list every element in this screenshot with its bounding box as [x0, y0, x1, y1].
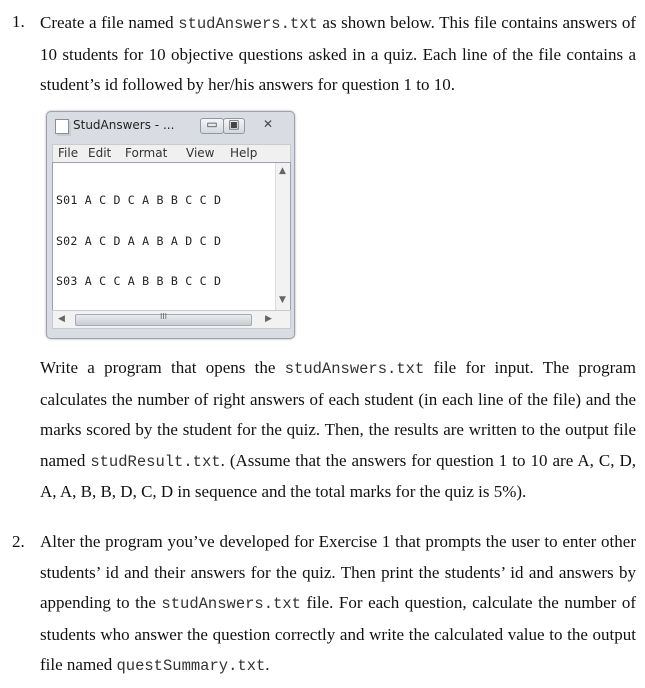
window-title: StudAnswers - ... [73, 118, 175, 132]
exercise-1-part2-text-b: file for input. The program calculates the number of right answers of each student (in each line of the file) and the marks scored by the student for the quiz. Then, the results are written to the output file named [40, 358, 636, 470]
exercise-1-part2-text-c: . (Assume that the answers for question 1 to 10 are A, C, D, A, A, B, B, D, C, D in sequence and the total marks for the quiz is 5%). [40, 450, 636, 502]
notepad-icon [55, 119, 69, 134]
exercise-2-text-a: Alter the program you’ve developed for Exercise 1 that prompts the user to enter other students’ id and their answers for the quiz. Then print the students’ id and answers by appending to the [40, 532, 636, 613]
filename-stud-result: studResult.txt [90, 452, 221, 471]
filename-stud-answers: studAnswers.txt [161, 595, 301, 614]
notepad-window [46, 111, 295, 339]
minimize-button[interactable] [200, 118, 224, 134]
minimize-icon: ▭ [206, 117, 218, 131]
close-button[interactable] [252, 118, 284, 134]
exercise-1-text-b: as shown below. This file contains answers of 10 students for 10 objective questions asked in a quiz. Each line of the file contains a student’s id followed by her/his answers for question 1 to 10. [40, 13, 637, 95]
exercise-1-intro [40, 8, 636, 101]
horizontal-scrollbar[interactable] [52, 310, 291, 329]
exercise-2-text [40, 527, 636, 682]
menu-format[interactable]: Format [125, 146, 168, 160]
menu-bar [52, 144, 291, 163]
scroll-thumb[interactable] [75, 314, 252, 326]
exercise-2-text-b: file. For each question, calculate the number of students who answer the question correctly and write the calculated value to the output file named [40, 593, 636, 675]
scroll-up-icon[interactable]: ▲ [279, 166, 286, 176]
scroll-right-icon[interactable]: ▶ [265, 314, 272, 324]
vertical-scrollbar[interactable] [275, 163, 290, 310]
file-line: S02 A C D A A B A D C D [56, 233, 222, 248]
exercise-1-part2-text-a: Write a program that opens the [40, 358, 285, 377]
maximize-button[interactable] [223, 118, 245, 134]
exercise-2-text-c: . [265, 655, 270, 675]
exercise-1-instructions [40, 353, 636, 508]
file-line: S03 A C C A B B B C C D [56, 274, 222, 288]
menu-help[interactable]: Help [230, 146, 258, 160]
scroll-left-icon[interactable]: ◀ [58, 314, 65, 324]
close-icon: ✕ [262, 117, 274, 131]
scroll-down-icon[interactable]: ▼ [279, 295, 286, 305]
text-editor-area[interactable] [52, 162, 291, 311]
exercise-1-number: 1. [12, 12, 25, 31]
title-bar [47, 112, 294, 138]
menu-edit[interactable]: Edit [88, 146, 112, 160]
filename-stud-answers: studAnswers.txt [178, 15, 318, 33]
exercise-2-number: 2. [12, 532, 25, 551]
exercise-1-text-a: Create a file named [40, 13, 179, 32]
file-content [56, 167, 221, 311]
filename-stud-answers: studAnswers.txt [284, 360, 425, 378]
menu-file[interactable]: File [58, 146, 79, 160]
maximize-icon: ▣ [228, 117, 240, 131]
filename-quest-summary: questSummary.txt [116, 657, 266, 676]
menu-view[interactable]: View [186, 146, 215, 160]
grip-icon: III [159, 312, 168, 321]
file-line: S01 A C D C A B B C C D [56, 193, 222, 207]
